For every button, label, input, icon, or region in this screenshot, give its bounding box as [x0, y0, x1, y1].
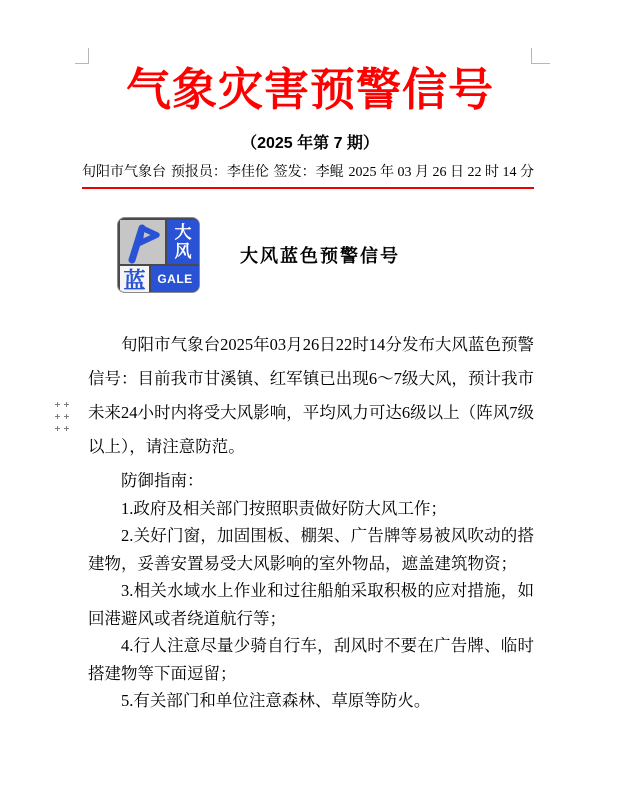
handle-dot: [55, 402, 60, 407]
warning-body-paragraph: 旬阳市气象台2025年03月26日22时14分发布大风蓝色预警信号：目前我市甘溪镇、红军镇已出现6～7级大风，预计我市未来24小时内将受大风影响，平均风力可达6级以上（阵风7级以上），请注意防范。: [88, 335, 534, 456]
wind-flag-icon: [120, 220, 165, 264]
margin-crop-mark-top-right: [531, 48, 550, 64]
margin-crop-mark-top-left: [75, 48, 89, 64]
guideline-item: 3.相关水域水上作业和过往船舶采取积极的应对措施，如回港避风或者绕道航行等；: [88, 581, 534, 628]
handle-dot: [55, 414, 60, 419]
header-divider-rule: [82, 187, 534, 189]
defense-guidelines: [88, 467, 534, 715]
forecaster-name: 预报员：李佳伦: [170, 165, 269, 180]
handle-dot: [55, 426, 60, 431]
guideline-item: 4.行人注意尽量少骑自行车，刮风时不要在广告牌、临时搭建物等下面逗留；: [88, 636, 534, 683]
alert-heading: 大风蓝色预警信号: [240, 246, 400, 266]
gale-english-label: GALE: [151, 266, 199, 292]
signer-name: 签发：李鲲: [273, 165, 344, 180]
handle-dot: [64, 402, 69, 407]
drag-handle-dots[interactable]: [55, 402, 69, 431]
issue-number: （2025 年第 7 期）: [241, 135, 379, 152]
handle-dot: [64, 426, 69, 431]
alert-signal-row: [117, 217, 534, 293]
gale-chinese-label: [167, 220, 199, 264]
guideline-item: 2.关好门窗，加固围板、棚架、广告牌等易被风吹动的搭建物，妥善安置易受大风影响的室外物品，遮盖建筑物资；: [88, 526, 534, 573]
gale-blue-warning-icon: [117, 217, 200, 293]
issue-datetime: 2025 年 03 月 26 日 22 时 14 分: [348, 165, 534, 180]
header-meta-row: [82, 163, 534, 182]
guideline-item: 1.政府及相关部门按照职责做好防大风工作；: [121, 498, 447, 518]
guideline-item: 5.有关部门和单位注意森林、草原等防火。: [121, 691, 431, 710]
gale-char-bottom: 风: [174, 242, 192, 261]
guidelines-title: 防御指南：: [121, 471, 204, 490]
blue-level-char: 蓝: [120, 266, 149, 292]
gale-char-top: 大: [174, 223, 192, 242]
handle-dot: [64, 414, 69, 419]
document-title: 气象灾害预警信号: [125, 64, 494, 115]
station-name: 旬阳市气象台: [82, 165, 166, 180]
